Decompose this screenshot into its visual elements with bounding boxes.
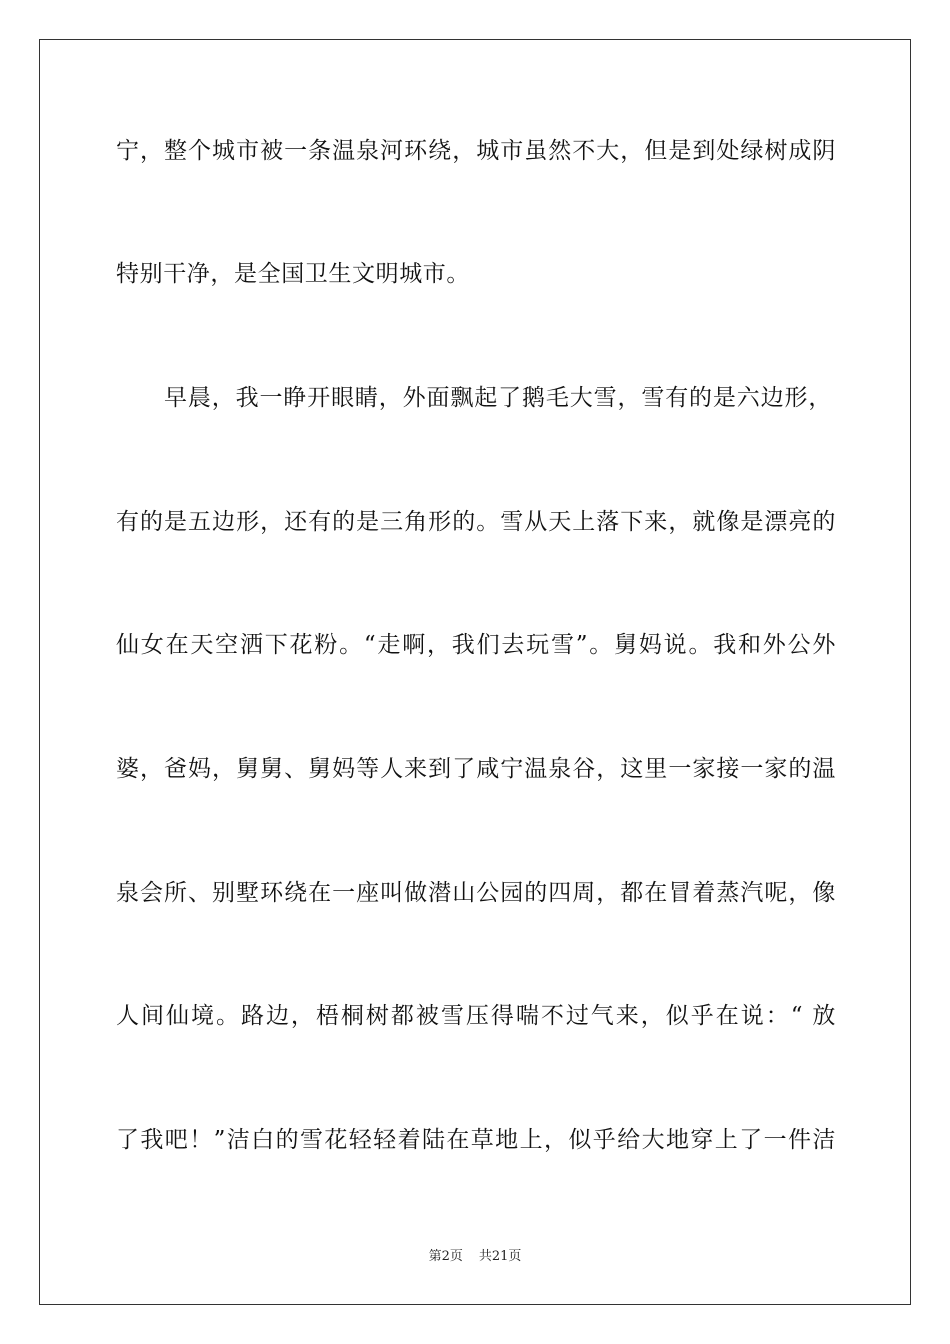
page-total: 共21页 xyxy=(478,1249,522,1264)
body-text-line: 仙女在天空洒下花粉。“走啊，我们去玩雪”。舅妈说。我和外公外 xyxy=(116,632,836,658)
page-number: 第2页 xyxy=(428,1249,463,1264)
page-footer xyxy=(0,1248,950,1266)
body-text-line: 特别干净，是全国卫生文明城市。 xyxy=(116,261,470,287)
body-text-line: 了我吧！”洁白的雪花轻轻着陆在草地上，似乎给大地穿上了一件洁 xyxy=(116,1127,836,1153)
page-border xyxy=(39,39,911,1305)
body-text-line: 宁，整个城市被一条温泉河环绕，城市虽然不大，但是到处绿树成阴 xyxy=(116,138,836,164)
body-text-line: 婆，爸妈，舅舅、舅妈等人来到了咸宁温泉谷，这里一家接一家的温 xyxy=(116,756,836,782)
body-text-line: 泉会所、别墅环绕在一座叫做潜山公园的四周，都在冒着蒸汽呢，像 xyxy=(116,880,836,906)
body-text-line: 人间仙境。路边，梧桐树都被雪压得喘不过气来，似乎在说：“ 放 xyxy=(116,1003,836,1029)
body-text-line: 有的是五边形，还有的是三角形的。雪从天上落下来，就像是漂亮的 xyxy=(116,509,836,535)
paragraph-first-line: 早晨，我一睁开眼睛，外面飘起了鹅毛大雪，雪有的是六边形， xyxy=(164,385,832,411)
